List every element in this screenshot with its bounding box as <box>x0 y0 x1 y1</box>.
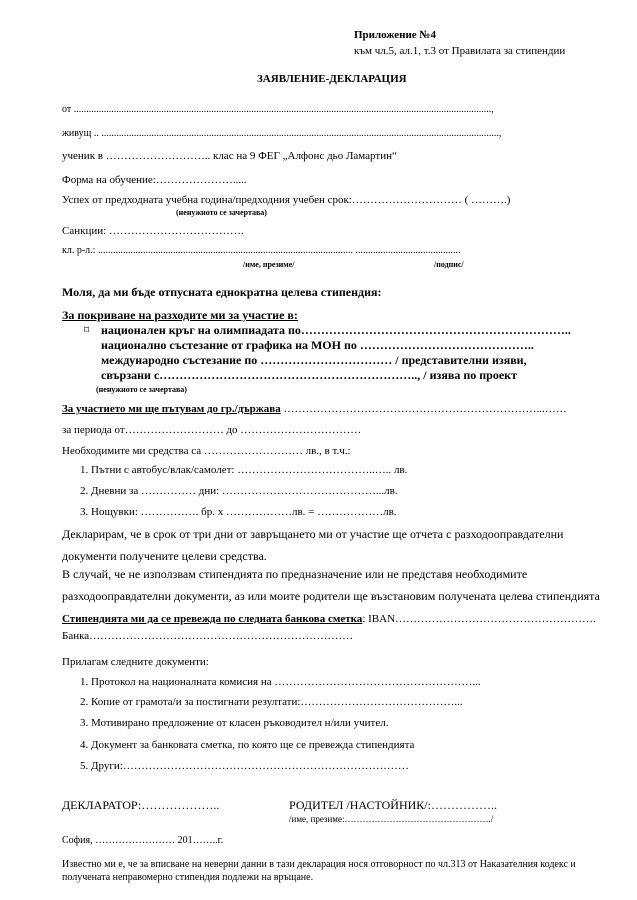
declaration-paragraph-1: Декларирам, че в срок от три дни от завръщането ми от участие ще отчета с разходооправдателни документи получените целеви средства. <box>62 527 564 563</box>
documents-heading: Прилагам следните документи: <box>62 656 209 668</box>
request-line: Моля, да ми бъде отпусната еднократна целева стипендия: <box>62 285 382 299</box>
address-line: живущ .. ..............................................................................................................................................................., <box>62 128 502 139</box>
coverage-item-related: свързани с……………………………………………………….., / изява по проект <box>101 368 517 382</box>
cost-daily: 2. Дневни за …………… дни: ……………………………………...лв. <box>80 485 398 497</box>
document-item-protocol: 1. Протокол на националната комисия на ………………………………………………... <box>80 676 481 688</box>
coverage-item-olympiad: национален кръг на олимпиадата по………………………………………………………….. <box>101 323 571 337</box>
date-place-line: София, …………………… 201……..г. <box>62 835 224 846</box>
destination-dots: ……………………………………………………………...…… <box>280 403 567 415</box>
document-item-other: 5. Други:…………………………………………………………………… <box>80 760 409 772</box>
parent-signature: РОДИТЕЛ /НАСТОЙНИК/:…………….. <box>289 798 497 812</box>
document-item-bank-document: 4. Документ за банковата сметка, по която ще се превежда стипендията <box>80 739 415 751</box>
legal-notice: Известно ми е, че за вписване на неверни данни в тази декларация нося отговорност по чл.313 от Наказателния кодекс и получената неправомерно стипендия подлежи на връщане. <box>62 859 576 883</box>
bank-account-line <box>62 614 596 625</box>
study-form-line: Форма на обучение:…………………..... <box>62 174 247 186</box>
sanctions-line: Санкции: ………………………………. <box>62 225 244 237</box>
appendix-number: Приложение №4 <box>354 29 436 41</box>
coverage-heading: За покриване на разходите ми за участие в: <box>62 308 298 322</box>
bullet-icon: ⌑ <box>84 325 90 336</box>
destination-line <box>62 404 567 415</box>
parent-name-caption: /име, презиме:…………………………………………./ <box>289 814 494 824</box>
period-line: за периода от……………………… до …………………………… <box>62 424 362 436</box>
document-item-certificate: 2. Копие от грамота/и за постигнати резултати:……………………………………... <box>80 696 463 708</box>
cost-travel: 1. Пътни с автобус/влак/самолет: ………………………………..….. лв. <box>80 464 408 476</box>
cost-lodging: 3. Нощувки: ……………. бр. х ………………лв. = ………………лв. <box>80 506 397 518</box>
bank-name-line: Банка……………………………………………………………… <box>62 630 354 642</box>
teacher-signature-line: кл. р-л.: ...................................................................................................... .......................................... <box>62 245 461 256</box>
coverage-item-national: национално състезание от графика на МОН по …………………………………….. <box>101 338 534 352</box>
declaration-paragraph-2: В случай, че не използвам стипендията по предназначение или не представя необходимите разходооправдателни документи, аз или моите родители ще възстановим получената целева стипендията <box>62 567 600 603</box>
coverage-item-international: международно състезание по …………………………… / представителни изяви, <box>101 353 527 367</box>
student-line: ученик в ……………………….. клас на 9 ФЕГ „Алфонс дьо Ламартин“ <box>62 150 397 162</box>
appendix-reference: към чл.5, ал.1, т.3 от Правилата за стипендии <box>354 45 566 57</box>
coverage-note: (ненужното се зачертава) <box>96 385 187 394</box>
success-note: (ненужното се зачертава) <box>176 208 267 217</box>
document-title: ЗАЯВЛЕНИЕ-ДЕКЛАРАЦИЯ <box>257 73 407 85</box>
document-item-recommendation: 3. Мотивирано предложение от класен ръководител н/или учител. <box>80 717 389 729</box>
iban-field: : IBAN………………………………………………. <box>362 613 596 625</box>
funds-line: Необходимите ми средства са ……………………… лв., в т.ч.: <box>62 445 351 457</box>
declarator-signature: ДЕКЛАРАТОР:……………….. <box>62 798 220 812</box>
from-line: от ......................................................................................................................................................................., <box>62 104 494 115</box>
signature-caption: /подпис/ <box>434 260 464 269</box>
success-line: Успех от предходната учебна година/предходния учебен срок:………………………… ( ……….) <box>62 194 511 206</box>
name-caption: /име, презиме/ <box>243 260 295 269</box>
bank-account-label: Стипендията ми да се превежда по следната банкова сметка <box>62 613 363 625</box>
destination-label: За участието ми ще пътувам до гр./държава <box>62 403 281 415</box>
